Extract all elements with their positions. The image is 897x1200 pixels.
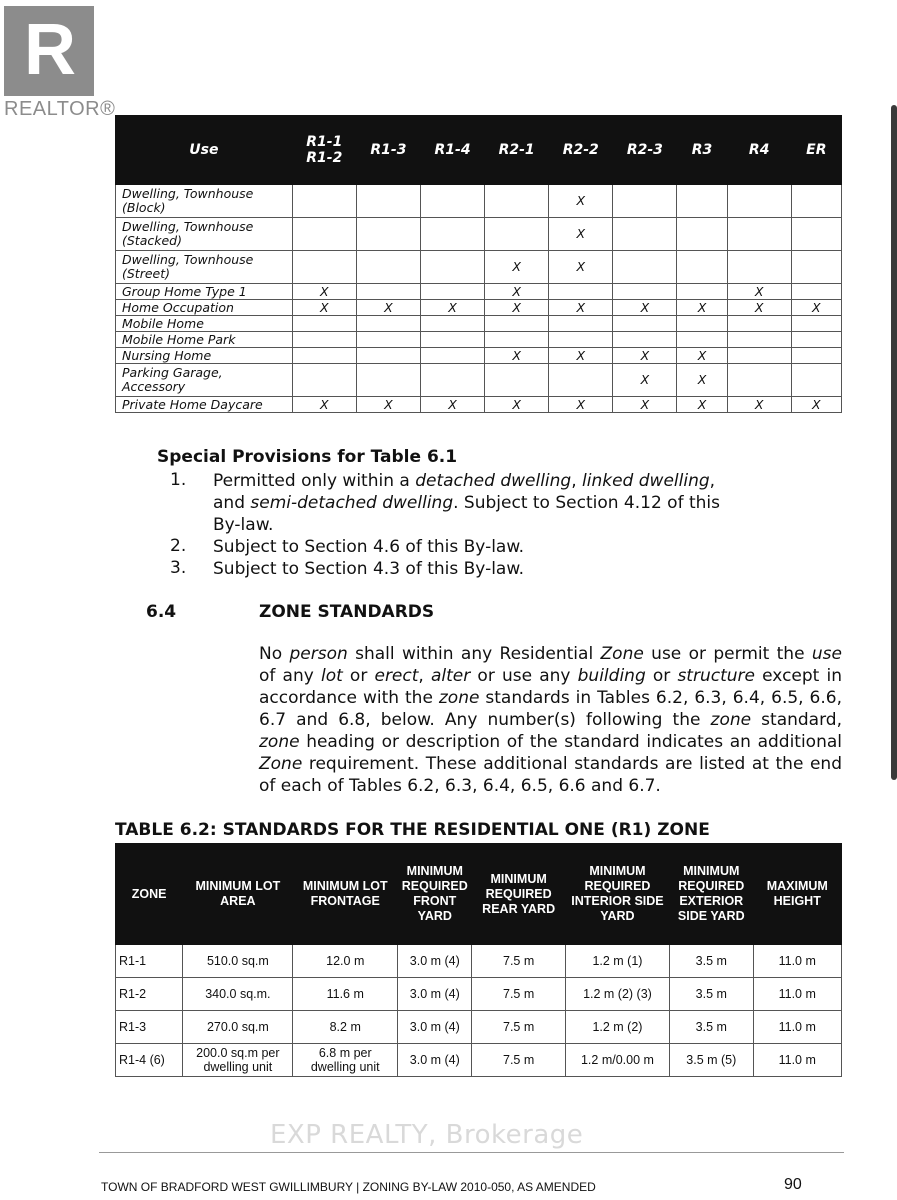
standard-cell: 1.2 m (2) xyxy=(565,1011,669,1044)
use-table xyxy=(115,115,842,413)
standard-cell: 7.5 m xyxy=(472,1044,565,1077)
table-row xyxy=(116,397,842,413)
permission-cell xyxy=(420,316,484,332)
permission-cell xyxy=(485,364,549,397)
table-row xyxy=(116,978,842,1011)
paragraph-text: standards in Tables 6.2, 6.3, 6.4, 6.5, 6.6, 6.7 and 6.8, below. Any number(s) following the xyxy=(259,688,842,730)
permission-cell xyxy=(613,284,677,300)
permission-cell: X xyxy=(613,348,677,364)
zone-cell: R1-3 xyxy=(116,1011,183,1044)
permission-cell: X xyxy=(791,397,841,413)
standards-col-header: MINIMUM REQUIRED REAR YARD xyxy=(472,844,565,945)
paragraph-text: requirement. These additional standards are listed at the end of each of Tables 6.2, 6.3, 6.4, 6.5, 6.6 and 6.7. xyxy=(259,754,842,796)
permission-cell: X xyxy=(549,397,613,413)
permission-cell xyxy=(485,316,549,332)
standard-cell: 7.5 m xyxy=(472,945,565,978)
table-row xyxy=(116,218,842,251)
standard-cell: 3.0 m (4) xyxy=(398,945,472,978)
paragraph-text: standard, xyxy=(751,710,842,730)
permission-cell xyxy=(727,348,791,364)
use-name-cell: Parking Garage, Accessory xyxy=(116,364,293,397)
defined-term: alter xyxy=(430,666,471,686)
permission-cell: X xyxy=(613,364,677,397)
special-provisions-title: Special Provisions for Table 6.1 xyxy=(157,447,458,467)
use-name-cell: Dwelling, Townhouse (Block) xyxy=(116,185,293,218)
footer-text: TOWN OF BRADFORD WEST GWILLIMBURY | ZONING BY-LAW 2010-050, AS AMENDED xyxy=(101,1180,596,1194)
permission-cell: X xyxy=(613,397,677,413)
table-row xyxy=(116,284,842,300)
permission-cell xyxy=(420,185,484,218)
permission-cell xyxy=(420,364,484,397)
provision-1-text: Permitted only within a detached dwelling, linked dwelling, and semi-detached dwelling. Subject to Section 4.12 of this By-law. xyxy=(213,471,720,535)
permission-cell: X xyxy=(485,251,549,284)
use-col-header: R1-3 xyxy=(356,116,420,185)
permission-cell xyxy=(292,348,356,364)
permission-cell xyxy=(420,332,484,348)
use-col-header: ER xyxy=(791,116,841,185)
defined-term: zone xyxy=(438,688,480,708)
standard-cell: 3.5 m xyxy=(670,978,753,1011)
permission-cell xyxy=(549,316,613,332)
permission-cell: X xyxy=(677,364,727,397)
permission-cell xyxy=(292,332,356,348)
standard-cell: 3.0 m (4) xyxy=(398,978,472,1011)
permission-cell xyxy=(420,218,484,251)
use-col-header: R2-1 xyxy=(485,116,549,185)
paragraph-text: heading or description of the standard indicates an additional xyxy=(299,732,842,752)
permission-cell xyxy=(356,316,420,332)
permission-cell xyxy=(727,185,791,218)
paragraph-text: or xyxy=(645,666,678,686)
permission-cell xyxy=(613,332,677,348)
permission-cell xyxy=(791,332,841,348)
table-row xyxy=(116,364,842,397)
permission-cell xyxy=(727,316,791,332)
permission-cell: X xyxy=(549,348,613,364)
defined-term: zone xyxy=(259,732,300,752)
permission-cell: X xyxy=(549,218,613,251)
defined-term: building xyxy=(577,666,646,686)
permission-cell: X xyxy=(791,300,841,316)
standards-col-header: MAXIMUM HEIGHT xyxy=(753,844,842,945)
standard-cell: 1.2 m/0.00 m xyxy=(565,1044,669,1077)
permission-cell xyxy=(613,251,677,284)
paragraph-text: or use any xyxy=(470,666,578,686)
permission-cell xyxy=(356,332,420,348)
defined-term: Zone xyxy=(259,754,303,774)
paragraph-text: use or permit the xyxy=(643,644,812,664)
standard-cell: 3.5 m (5) xyxy=(670,1044,753,1077)
permission-cell xyxy=(791,316,841,332)
zone-standards-paragraph xyxy=(259,643,842,797)
permission-cell xyxy=(292,185,356,218)
permission-cell: X xyxy=(420,300,484,316)
standard-cell: 8.2 m xyxy=(293,1011,398,1044)
permission-cell: X xyxy=(485,397,549,413)
standard-cell: 7.5 m xyxy=(472,978,565,1011)
use-name-cell: Dwelling, Townhouse (Street) xyxy=(116,251,293,284)
permission-cell: X xyxy=(727,284,791,300)
zone-cell: R1-1 xyxy=(116,945,183,978)
permission-cell xyxy=(420,348,484,364)
standards-col-header: MINIMUM REQUIRED FRONT YARD xyxy=(398,844,472,945)
permission-cell xyxy=(677,332,727,348)
footer-divider xyxy=(99,1152,844,1153)
provision-3-text: Subject to Section 4.3 of this By-law. xyxy=(213,559,525,579)
section-title: ZONE STANDARDS xyxy=(259,602,435,622)
standard-cell: 11.6 m xyxy=(293,978,398,1011)
use-col-header: R2-3 xyxy=(613,116,677,185)
table-row xyxy=(116,348,842,364)
section-number: 6.4 xyxy=(146,602,177,622)
permission-cell xyxy=(791,284,841,300)
use-name-cell: Private Home Daycare xyxy=(116,397,293,413)
standards-col-header: MINIMUM REQUIRED EXTERIOR SIDE YARD xyxy=(670,844,753,945)
use-name-cell: Nursing Home xyxy=(116,348,293,364)
standards-table-header xyxy=(116,844,842,945)
permission-cell xyxy=(677,284,727,300)
permission-cell xyxy=(727,251,791,284)
permission-cell: X xyxy=(549,300,613,316)
use-col-header: R2-2 xyxy=(549,116,613,185)
standard-cell: 3.0 m (4) xyxy=(398,1044,472,1077)
standards-col-header: ZONE xyxy=(116,844,183,945)
use-col-header: Use xyxy=(116,116,293,185)
provision-2-number: 2. xyxy=(170,536,187,556)
permission-cell xyxy=(485,185,549,218)
permission-cell: X xyxy=(485,348,549,364)
standard-cell: 11.0 m xyxy=(753,1011,842,1044)
brokerage-watermark: EXP REALTY, Brokerage xyxy=(270,1120,584,1150)
permission-cell: X xyxy=(485,284,549,300)
table-row xyxy=(116,316,842,332)
permission-cell: X xyxy=(727,397,791,413)
use-col-header: R1-1 R1-2 xyxy=(292,116,356,185)
permission-cell xyxy=(727,332,791,348)
permission-cell: X xyxy=(677,348,727,364)
standard-cell: 11.0 m xyxy=(753,945,842,978)
table-row xyxy=(116,1011,842,1044)
permission-cell: X xyxy=(356,397,420,413)
standard-cell: 7.5 m xyxy=(472,1011,565,1044)
permission-cell: X xyxy=(292,284,356,300)
standards-col-header: MINIMUM LOT FRONTAGE xyxy=(293,844,398,945)
standard-cell: 510.0 sq.m xyxy=(183,945,293,978)
use-col-header: R1-4 xyxy=(420,116,484,185)
permission-cell xyxy=(613,218,677,251)
permission-cell xyxy=(485,218,549,251)
provision-1-number: 1. xyxy=(170,470,187,490)
permission-cell xyxy=(677,185,727,218)
permission-cell xyxy=(549,332,613,348)
permission-cell xyxy=(356,218,420,251)
paragraph-text: except in accordance with the xyxy=(259,666,842,708)
standard-cell: 11.0 m xyxy=(753,1044,842,1077)
defined-term: lot xyxy=(320,666,343,686)
table-row xyxy=(116,1044,842,1077)
defined-term: Zone xyxy=(600,644,644,664)
table-row xyxy=(116,185,842,218)
use-name-cell: Home Occupation xyxy=(116,300,293,316)
table-row xyxy=(116,300,842,316)
permission-cell xyxy=(485,332,549,348)
permission-cell: X xyxy=(677,397,727,413)
use-col-header: R4 xyxy=(727,116,791,185)
standard-cell: 3.5 m xyxy=(670,945,753,978)
standard-cell: 1.2 m (1) xyxy=(565,945,669,978)
permission-cell xyxy=(791,364,841,397)
provision-2-text: Subject to Section 4.6 of this By-law. xyxy=(213,537,525,557)
scrollbar[interactable] xyxy=(891,105,897,780)
use-name-cell: Mobile Home Park xyxy=(116,332,293,348)
permission-cell: X xyxy=(485,300,549,316)
defined-term: zone xyxy=(710,710,752,730)
permission-cell xyxy=(613,316,677,332)
paragraph-text: or xyxy=(342,666,375,686)
permission-cell xyxy=(791,348,841,364)
permission-cell xyxy=(791,185,841,218)
permission-cell xyxy=(420,251,484,284)
permission-cell: X xyxy=(613,300,677,316)
permission-cell xyxy=(613,185,677,218)
permission-cell xyxy=(727,218,791,251)
permission-cell: X xyxy=(292,300,356,316)
defined-term: erect xyxy=(374,666,419,686)
standard-cell: 3.5 m xyxy=(670,1011,753,1044)
standard-cell: 200.0 sq.m per dwelling unit xyxy=(183,1044,293,1077)
permission-cell: X xyxy=(727,300,791,316)
standards-table xyxy=(115,843,842,1077)
table-row xyxy=(116,945,842,978)
paragraph-text: of any xyxy=(259,666,321,686)
permission-cell xyxy=(420,284,484,300)
standards-col-header: MINIMUM REQUIRED INTERIOR SIDE YARD xyxy=(565,844,669,945)
defined-term: use xyxy=(811,644,842,664)
permission-cell: X xyxy=(549,251,613,284)
permission-cell: X xyxy=(292,397,356,413)
defined-term: structure xyxy=(677,666,755,686)
standard-cell: 340.0 sq.m. xyxy=(183,978,293,1011)
standards-col-header: MINIMUM LOT AREA xyxy=(183,844,293,945)
permission-cell: X xyxy=(356,300,420,316)
standard-cell: 11.0 m xyxy=(753,978,842,1011)
paragraph-text: No xyxy=(259,644,290,664)
standard-cell: 1.2 m (2) (3) xyxy=(565,978,669,1011)
permission-cell: X xyxy=(420,397,484,413)
use-table-header xyxy=(116,116,842,185)
permission-cell xyxy=(292,218,356,251)
realtor-wordmark: REALTOR® xyxy=(4,98,116,120)
permission-cell xyxy=(292,316,356,332)
standard-cell: 12.0 m xyxy=(293,945,398,978)
permission-cell xyxy=(791,218,841,251)
zone-cell: R1-4 (6) xyxy=(116,1044,183,1077)
permission-cell xyxy=(356,364,420,397)
realtor-r-icon: R xyxy=(4,6,94,96)
permission-cell xyxy=(677,218,727,251)
permission-cell xyxy=(356,348,420,364)
table-row xyxy=(116,332,842,348)
use-name-cell: Dwelling, Townhouse (Stacked) xyxy=(116,218,293,251)
standard-cell: 6.8 m per dwelling unit xyxy=(293,1044,398,1077)
permission-cell xyxy=(791,251,841,284)
standard-cell: 3.0 m (4) xyxy=(398,1011,472,1044)
permission-cell xyxy=(356,185,420,218)
provision-3-number: 3. xyxy=(170,558,187,578)
defined-term: person xyxy=(289,644,348,664)
table-6-2-title: TABLE 6.2: STANDARDS FOR THE RESIDENTIAL ONE (R1) ZONE xyxy=(115,820,710,840)
zone-cell: R1-2 xyxy=(116,978,183,1011)
standard-cell: 270.0 sq.m xyxy=(183,1011,293,1044)
permission-cell xyxy=(677,251,727,284)
permission-cell xyxy=(549,284,613,300)
paragraph-text: , xyxy=(418,666,431,686)
permission-cell xyxy=(677,316,727,332)
realtor-logo xyxy=(4,6,116,121)
permission-cell: X xyxy=(677,300,727,316)
permission-cell xyxy=(356,284,420,300)
use-name-cell: Mobile Home xyxy=(116,316,293,332)
page-number: 90 xyxy=(784,1176,802,1193)
permission-cell xyxy=(727,364,791,397)
permission-cell xyxy=(292,251,356,284)
permission-cell xyxy=(356,251,420,284)
paragraph-text: shall within any Residential xyxy=(347,644,601,664)
table-row xyxy=(116,251,842,284)
permission-cell: X xyxy=(549,185,613,218)
use-name-cell: Group Home Type 1 xyxy=(116,284,293,300)
permission-cell xyxy=(292,364,356,397)
use-col-header: R3 xyxy=(677,116,727,185)
permission-cell xyxy=(549,364,613,397)
